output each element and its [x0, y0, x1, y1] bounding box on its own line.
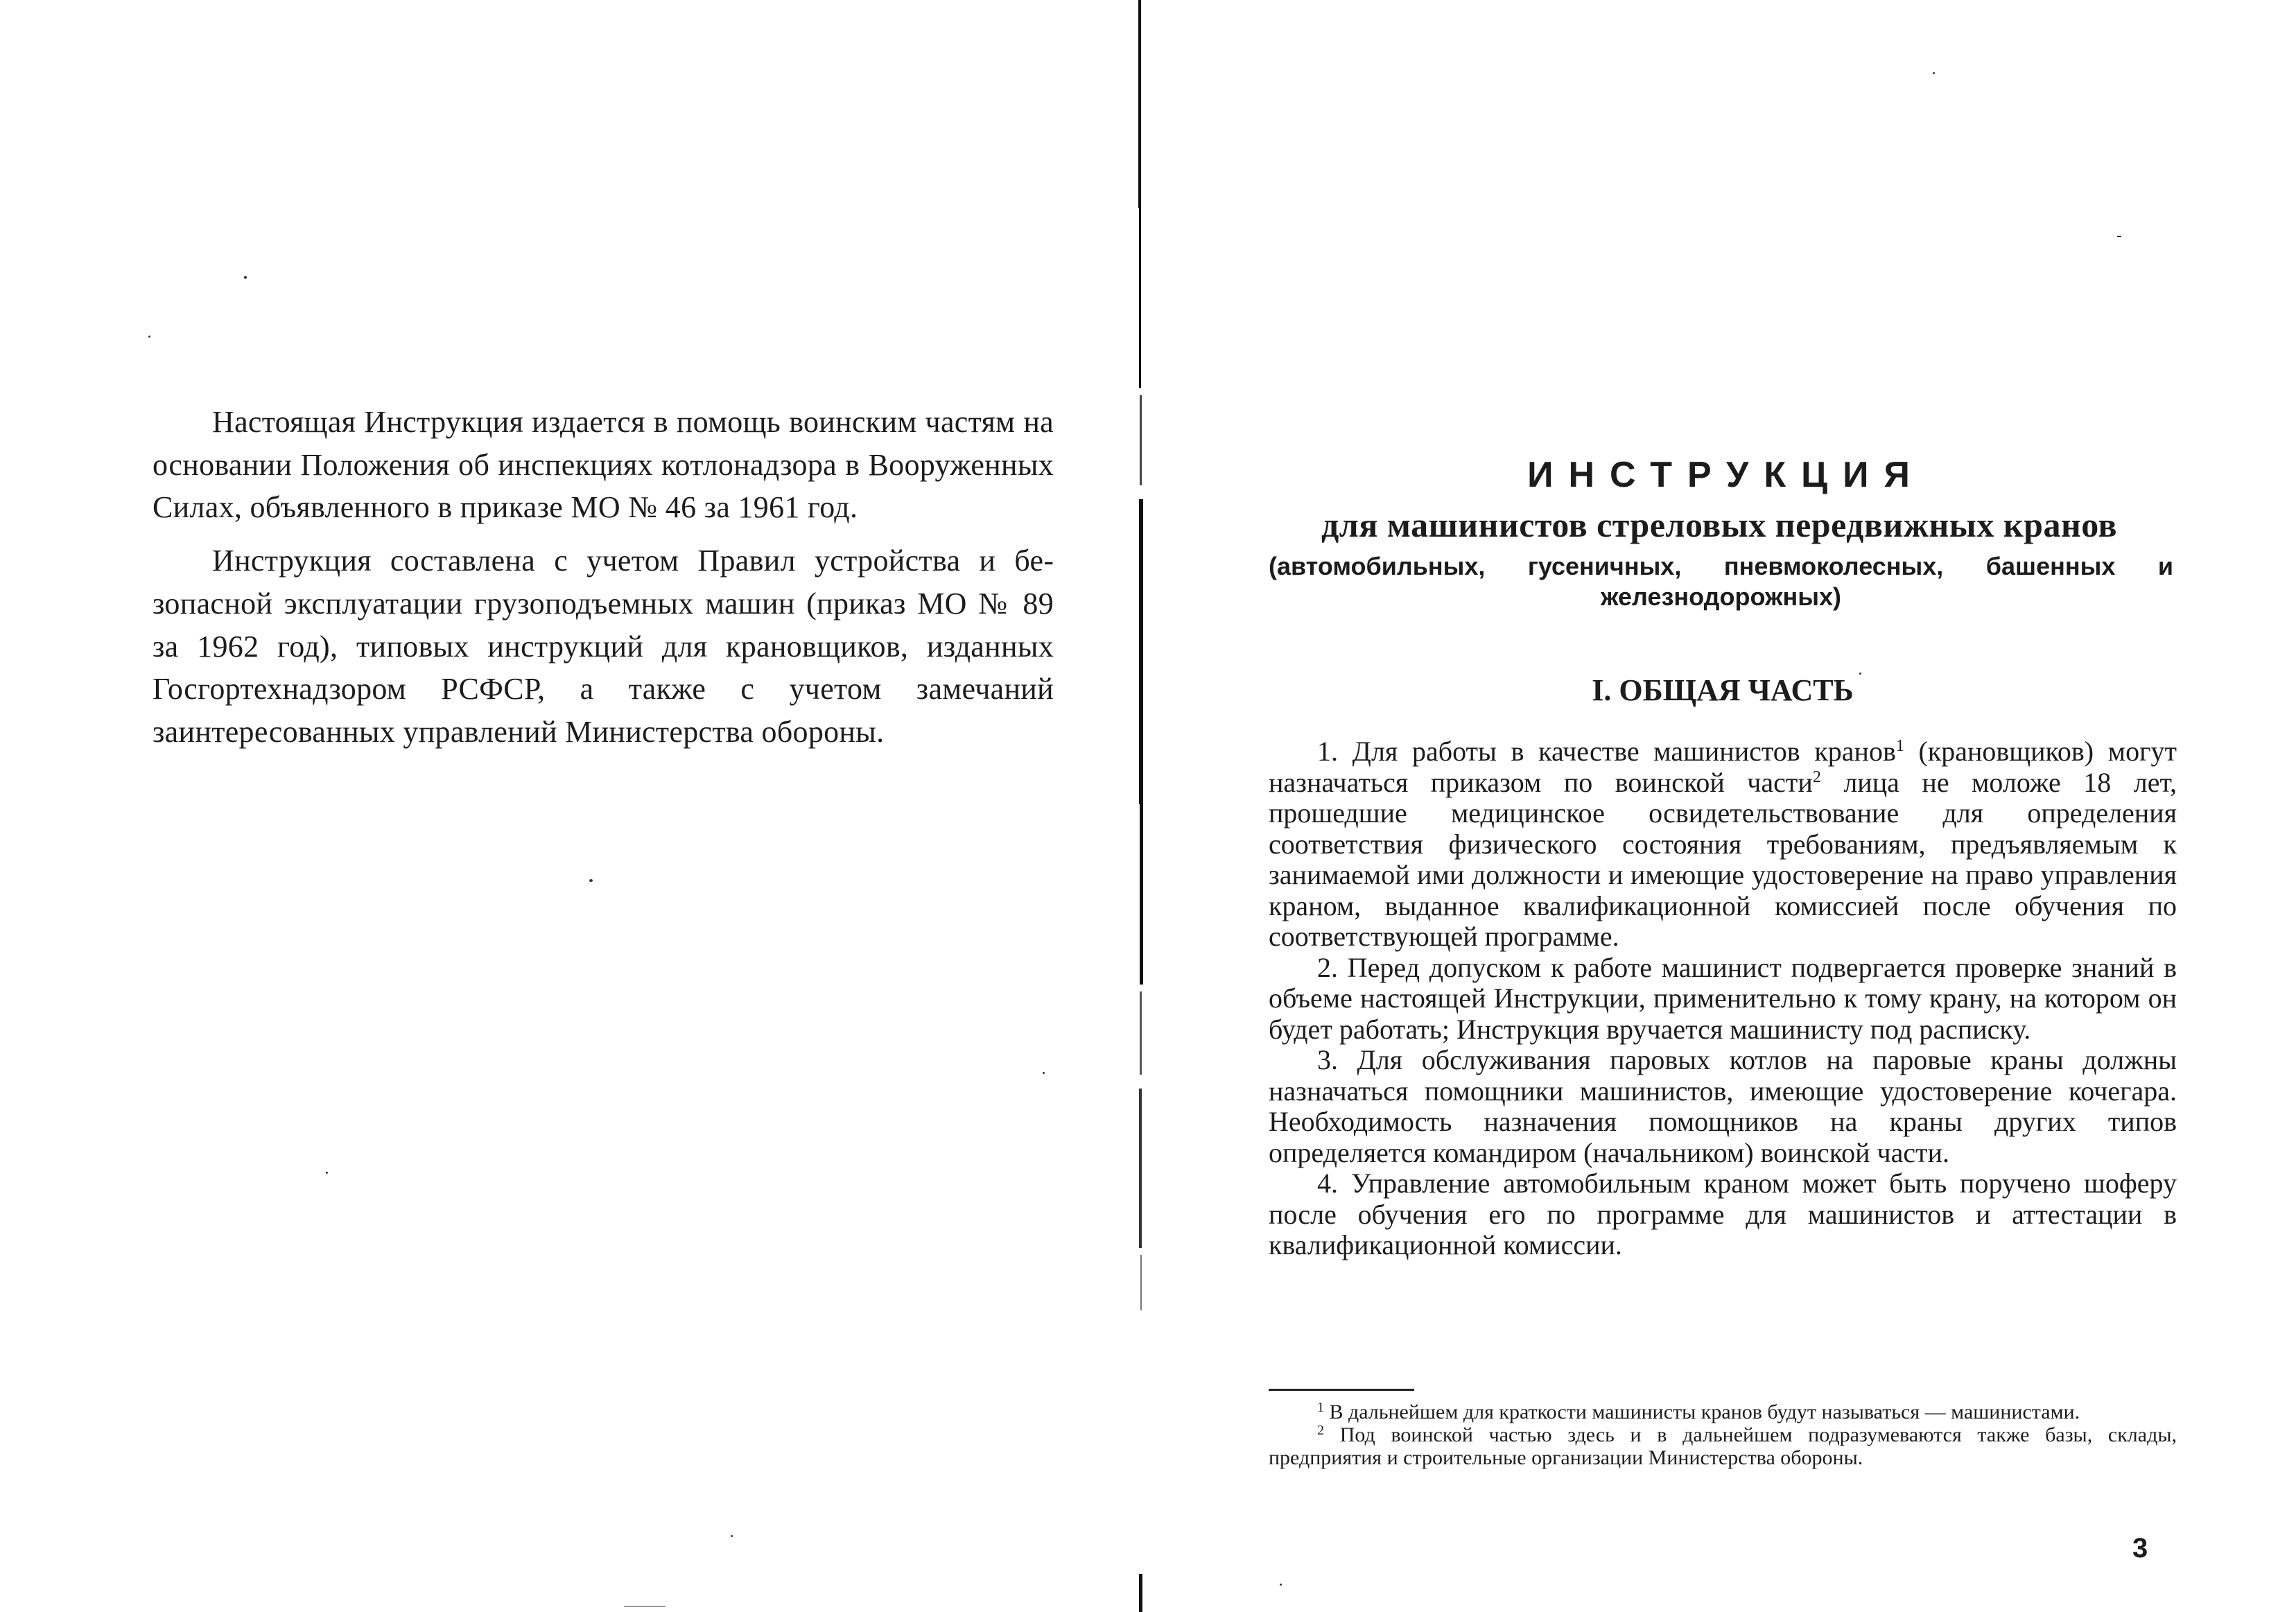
intro-paragraph-1: Настоящая Инструкция издается в помощь воинским частям на основании Положения об инспекциях котлонадзора в Вооруженных Силах, объявленного в приказе МО № 46 за 1961 год.	[153, 405, 1054, 525]
document-subtitle: для машинистов стреловых передвижных кранов	[1321, 505, 2118, 544]
item-1-part-1: 1. Для работы в качестве машинистов кранов	[1317, 736, 1896, 767]
section-heading: I. ОБЩАЯ ЧАСТЬ	[1592, 673, 1854, 707]
crane-types	[1269, 551, 2173, 612]
footnotes	[1269, 1401, 2177, 1469]
spine-segment	[1140, 804, 1143, 985]
scan-speck	[1933, 72, 1935, 74]
paragraph-item-2: 2. Перед допуском к работе машинист подвергается проверке знаний в объеме настоящей Инструкции, применительно к тому крану, на котором он будет работать; Инструкция вручается машинисту под расписку.	[1269, 951, 2177, 1045]
book-spine	[1138, 0, 1143, 1612]
footnote-2-text: Под воинской частью здесь и в дальнейшем подразумеваются также базы, склады, предприятия и строительные организации Министерства обороны.	[1269, 1423, 2177, 1469]
item-1-part-3: лица не моложе 18 лет, прошедшие медицинское освидетельствование для определения соответствия физического состояния требованиям, предъявляемым к занимаемой ими должности и имеющие удостоверение на право управления краном, выданное квалификационной комиссией после обучения по соответствующей программе.	[1269, 766, 2177, 952]
footnote-ref-1: 1	[1895, 737, 1904, 755]
footnote-ref-2: 2	[1812, 768, 1821, 786]
document-title: ИНСТРУКЦИЯ	[1527, 455, 1925, 495]
footnote-2	[1269, 1423, 2177, 1469]
section-body	[1269, 736, 2177, 1261]
footnote-1	[1269, 1401, 2177, 1423]
paragraph-item-4: 4. Управление автомобильным краном может быть поручено шоферу после обучения его по программе для машинистов и аттестации в квалификационной комиссии.	[1269, 1168, 2177, 1260]
spine-segment	[1139, 1089, 1142, 1248]
scan-speck	[148, 336, 150, 338]
crane-types-line-1: (автомобильных, гусеничных, пневмоколесных, башенных и	[1269, 552, 2173, 580]
scan-speck	[624, 1606, 666, 1607]
footnote-1-mark: 1	[1317, 1400, 1324, 1415]
spine-segment	[1139, 208, 1141, 388]
spine-segment	[1139, 499, 1143, 804]
scan-speck	[244, 276, 247, 279]
paragraph-item-1	[1269, 736, 2177, 953]
item-1-part-2: (крановщиков) могут назначаться приказом по воинской части	[1269, 736, 2177, 798]
footnote-2-mark: 2	[1317, 1423, 1324, 1438]
scan-speck	[731, 1535, 733, 1537]
scan-speck	[1859, 673, 1861, 675]
scan-speck	[589, 879, 593, 882]
scan-speck	[1280, 1584, 1282, 1586]
paragraph-item-3: 3. Для обслуживания паровых котлов на паровые краны должны назначаться помощники машинистов, имеющие удостоверение кочегара. Необходимость назначения помощников на краны других типов определяется командиром (начальником) воинской части.	[1269, 1044, 2177, 1168]
left-page	[0, 0, 1137, 1612]
footnote-divider	[1269, 1389, 1414, 1391]
intro-text	[153, 401, 1054, 754]
scan-speck	[326, 1172, 328, 1174]
scan-speck	[1043, 1072, 1045, 1074]
spine-segment	[1140, 395, 1142, 485]
crane-types-line-2: железнодорожных)	[1600, 582, 1841, 611]
spine-segment	[1138, 0, 1141, 208]
spine-segment	[1139, 1574, 1142, 1612]
spine-segment	[1140, 1255, 1142, 1310]
scan-speck	[2117, 236, 2121, 237]
page-number: 3	[2132, 1533, 2148, 1563]
intro-paragraph-2: Инструкция составлена с учетом Правил устройства и безопасной эксплуатации грузоподъемных машин (приказ МО № 89 за 1962 год), типовых инструкций для крановщиков, изданных Госгортехнадзором РСФСР, а также с учетом замечаний заинтересованных управлений Министерства обороны.	[153, 544, 1054, 749]
footnote-1-text: В дальнейшем для краткости машинисты кранов будут называться — машинистами.	[1324, 1401, 2080, 1423]
spine-segment	[1140, 991, 1142, 1075]
